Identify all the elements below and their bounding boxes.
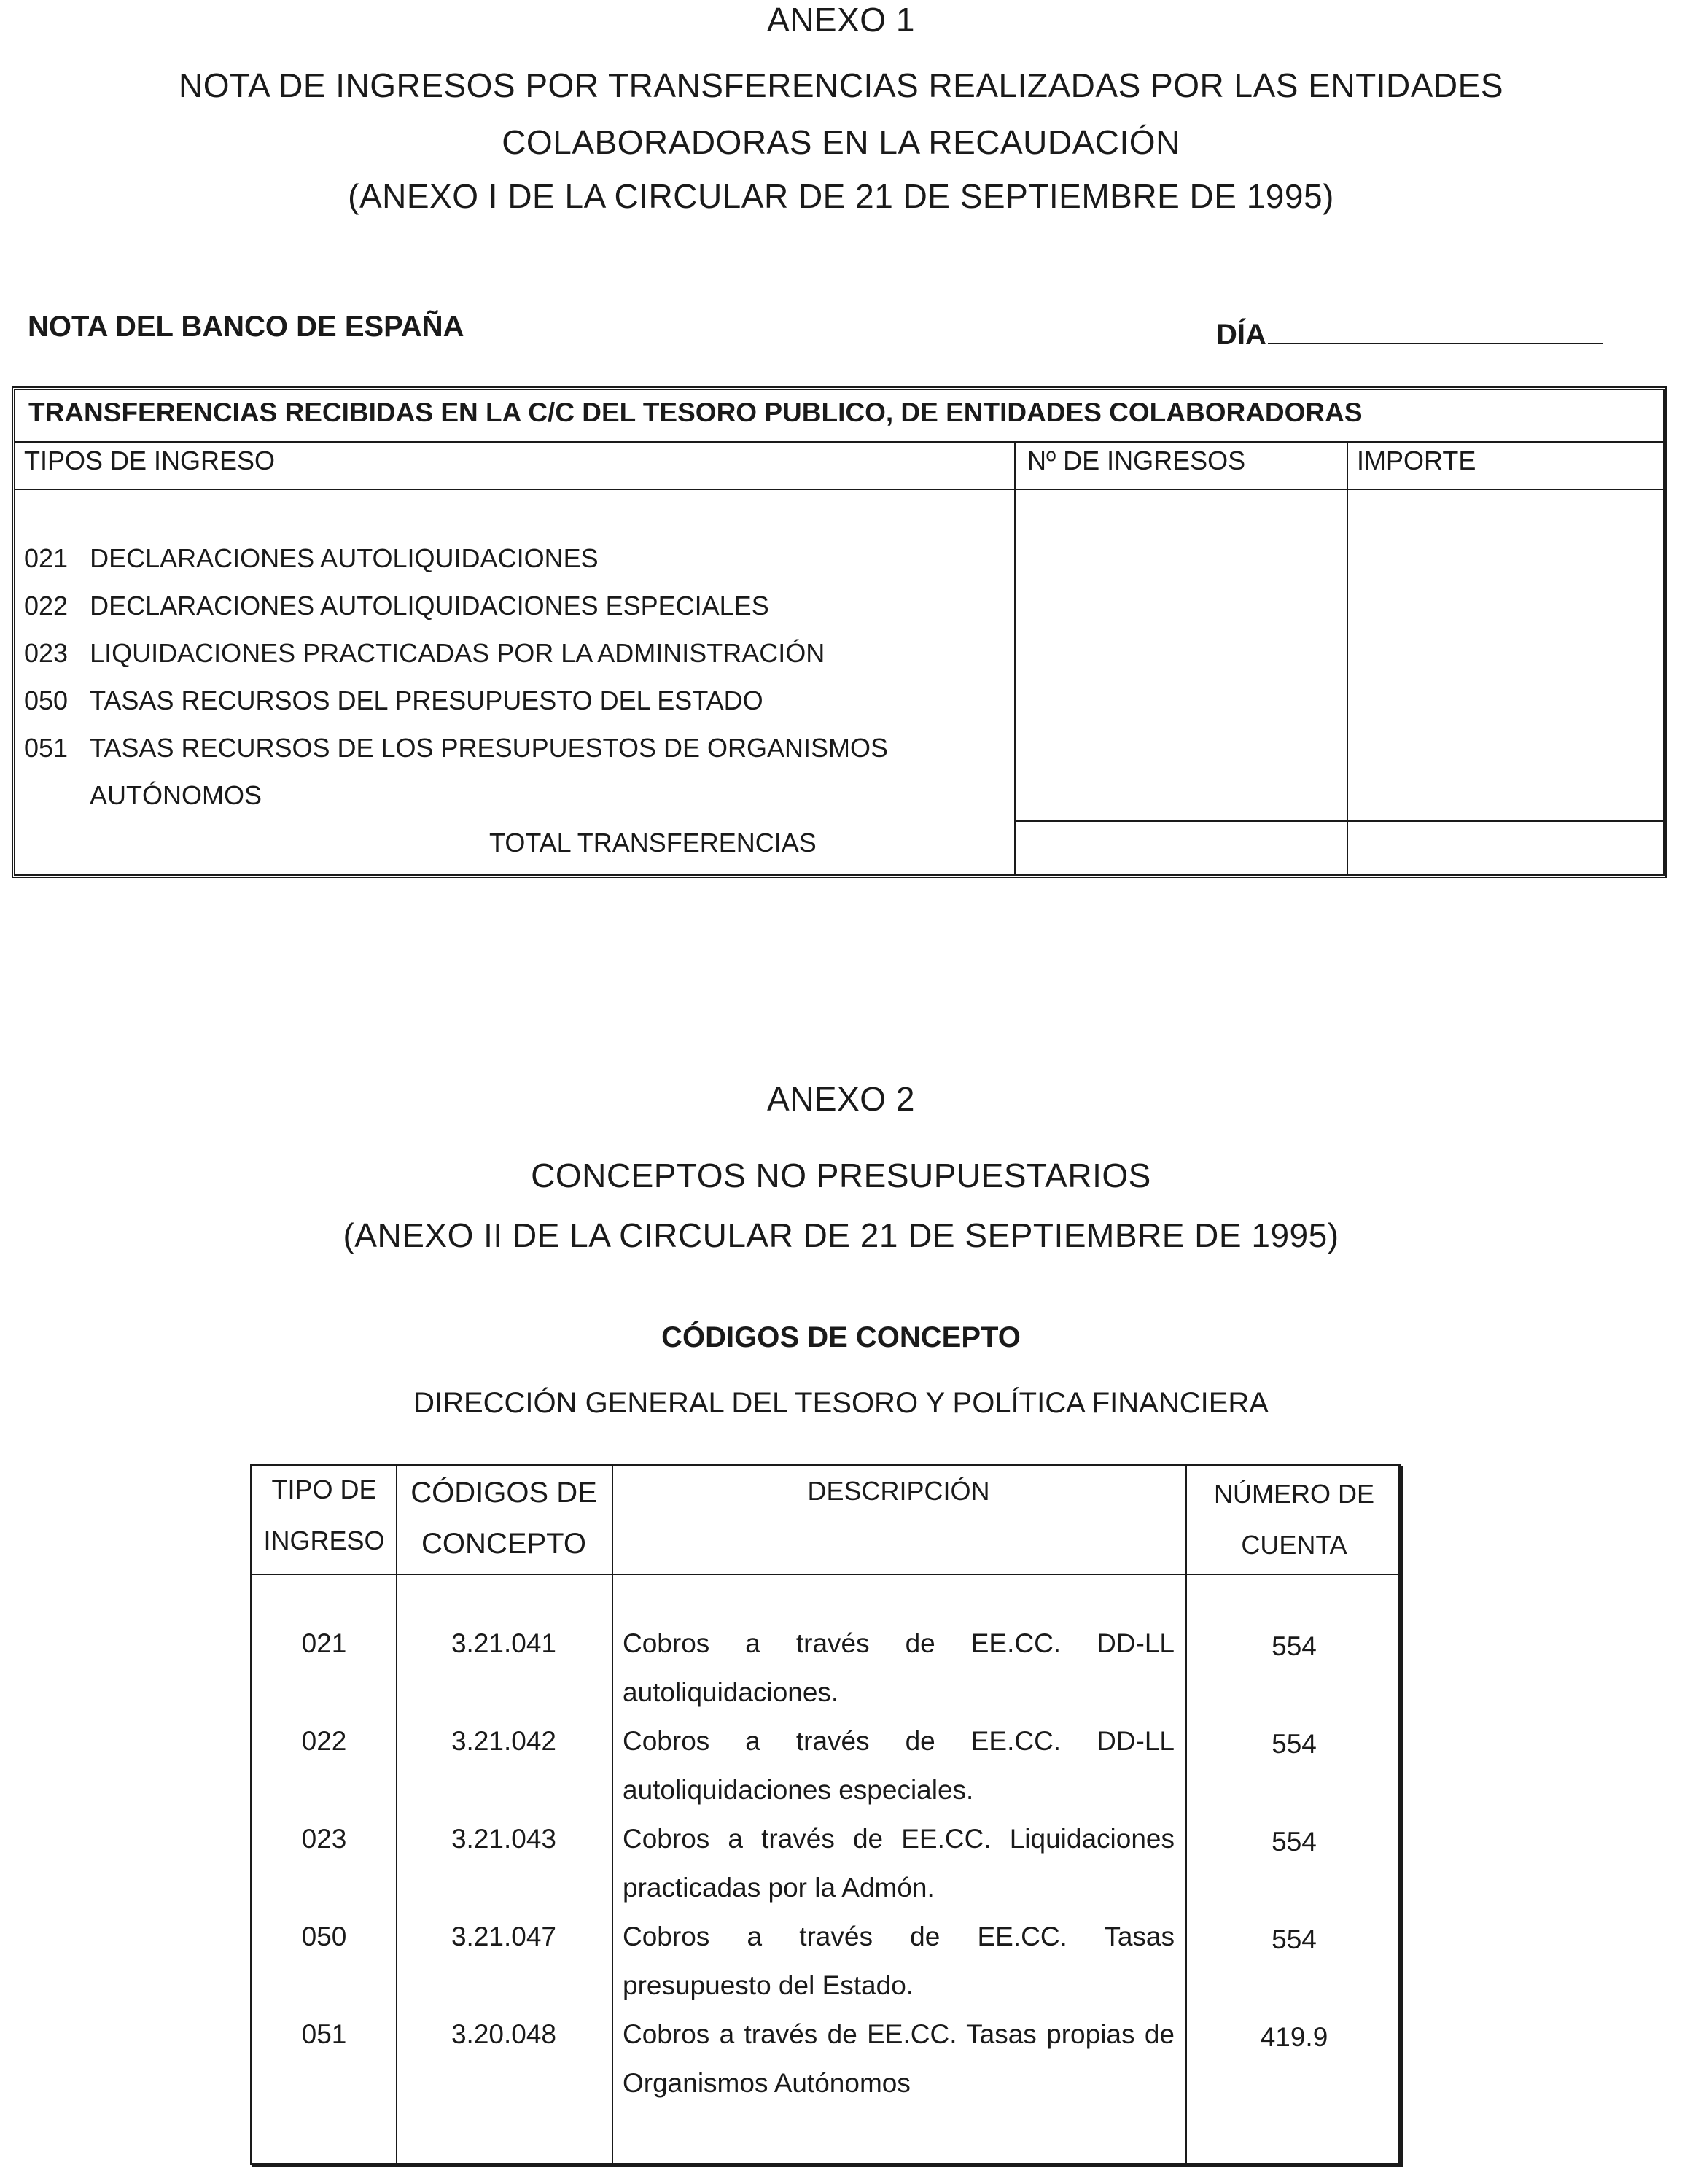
cell-tipo: 022: [301, 1726, 347, 1756]
cell-cuenta: 554: [1272, 1827, 1317, 1857]
column-divider-1: [1014, 441, 1016, 874]
conceptos-table: [250, 1464, 1401, 2165]
header-tipos-ingreso: TIPOS DE INGRESO: [24, 446, 276, 475]
header-codigos-concepto: [396, 1467, 612, 1569]
table-row: [24, 733, 888, 763]
cell-codigo: 3.21.047: [451, 1921, 557, 1951]
table-row: [24, 543, 599, 574]
cell-codigo: 3.20.048: [451, 2019, 557, 2049]
cell-tipo: 051: [301, 2019, 347, 2049]
cell-descripcion: Cobros a través de EE.CC. Liquidaciones practicadas por la Admón.: [623, 1824, 1175, 1903]
table-caption: TRANSFERENCIAS RECIBIDAS EN LA C/C DEL TESORO PUBLICO, DE ENTIDADES COLABORADORAS: [28, 397, 1363, 427]
header-numero-cuenta: [1185, 1469, 1403, 1571]
cell-cuenta: 419.9: [1260, 2022, 1328, 2052]
header-divider: [252, 1574, 1398, 1575]
nota-banco-label: NOTA DEL BANCO DE ESPAÑA: [28, 311, 464, 343]
cell-descripcion: Cobros a través de EE.CC. DD-LL autoliquidaciones especiales.: [623, 1726, 1175, 1805]
row-desc: LIQUIDACIONES PRACTICADAS POR LA ADMINISTRACIÓN: [90, 638, 825, 668]
header-descripcion: DESCRIPCIÓN: [807, 1476, 990, 1506]
table-row: [24, 685, 763, 716]
dia-label: DÍA: [1216, 319, 1266, 351]
anexo1-heading-line1: NOTA DE INGRESOS POR TRANSFERENCIAS REALIZADAS POR LAS ENTIDADES: [178, 66, 1503, 104]
cell-descripcion: Cobros a través de EE.CC. DD-LL autoliquidaciones.: [623, 1628, 1175, 1707]
header-importe: IMPORTE: [1357, 446, 1476, 475]
row-desc: TASAS RECURSOS DEL PRESUPUESTO DEL ESTADO: [90, 685, 763, 715]
cell-codigo: 3.21.041: [451, 1628, 557, 1658]
cell-descripcion: Cobros a través de EE.CC. Tasas propias de Organismos Autónomos: [623, 2019, 1175, 2098]
anexo2-title: ANEXO 2: [767, 1080, 915, 1118]
column-divider-2: [612, 1466, 613, 2163]
anexo1-title: ANEXO 1: [767, 1, 915, 39]
header-num-ingresos: Nº DE INGRESOS: [1027, 446, 1246, 475]
dia-blank-line[interactable]: [1268, 316, 1603, 344]
row-desc: DECLARACIONES AUTOLIQUIDACIONES: [90, 543, 599, 573]
cell-cuenta: 554: [1272, 1924, 1317, 1954]
anexo2-heading-line1: CONCEPTOS NO PRESUPUESTARIOS: [531, 1157, 1151, 1194]
header-numero-line1: NÚMERO DE: [1213, 1479, 1374, 1509]
codigos-concepto-subheading: CÓDIGOS DE CONCEPTO: [661, 1321, 1021, 1353]
dia-field: [1216, 316, 1603, 351]
table-row: [24, 591, 769, 621]
column-divider-2: [1347, 441, 1348, 874]
header-tipo-line2: INGRESO: [263, 1526, 385, 1555]
row-code: 021: [24, 543, 69, 573]
header-divider: [15, 489, 1663, 490]
header-codigos-line1: CÓDIGOS DE: [410, 1477, 597, 1509]
total-transferencias-label: TOTAL TRANSFERENCIAS: [489, 828, 817, 858]
row-code: 051: [24, 733, 69, 763]
cell-cuenta: 554: [1272, 1631, 1317, 1661]
cell-cuenta: 554: [1272, 1729, 1317, 1759]
department-name: DIRECCIÓN GENERAL DEL TESORO Y POLÍTICA FINANCIERA: [413, 1387, 1269, 1419]
header-tipo-ingreso: [252, 1464, 396, 1566]
header-numero-line2: CUENTA: [1241, 1530, 1347, 1560]
header-tipo-line1: TIPO DE: [271, 1474, 377, 1504]
row-desc: DECLARACIONES AUTOLIQUIDACIONES ESPECIALES: [90, 591, 769, 621]
cell-tipo: 050: [301, 1921, 347, 1951]
anexo2-heading-line2: (ANEXO II DE LA CIRCULAR DE 21 DE SEPTIEMBRE DE 1995): [343, 1216, 1339, 1254]
total-divider: [1014, 820, 1663, 822]
cell-descripcion: Cobros a través de EE.CC. Tasas presupuesto del Estado.: [623, 1921, 1175, 2000]
row-continuation: AUTÓNOMOS: [90, 780, 262, 810]
anexo1-heading-line3: (ANEXO I DE LA CIRCULAR DE 21 DE SEPTIEMBRE DE 1995): [348, 177, 1334, 215]
table-row: [24, 638, 825, 669]
cell-codigo: 3.21.043: [451, 1824, 557, 1854]
transferencias-table: [12, 386, 1667, 878]
header-codigos-line2: CONCEPTO: [421, 1528, 586, 1560]
caption-divider: [15, 441, 1663, 443]
row-code: 022: [24, 591, 69, 621]
cell-codigo: 3.21.042: [451, 1726, 557, 1756]
cell-tipo: 021: [301, 1628, 347, 1658]
row-desc: TASAS RECURSOS DE LOS PRESUPUESTOS DE ORGANISMOS: [90, 733, 888, 763]
row-code: 050: [24, 685, 69, 715]
row-code: 023: [24, 638, 69, 668]
cell-tipo: 023: [301, 1824, 347, 1854]
anexo1-heading-line2: COLABORADORAS EN LA RECAUDACIÓN: [502, 123, 1180, 161]
